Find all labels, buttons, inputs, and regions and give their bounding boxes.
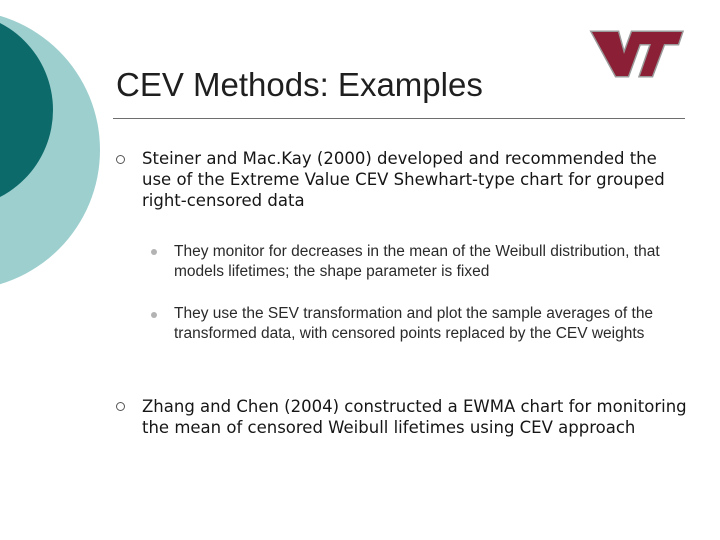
sub-bullet-text-1: They monitor for decreases in the mean of the Weibull distribution, that models lifetimes; the shape parameter is fixed: [174, 243, 660, 280]
sub-bullet-marker-1: [151, 249, 157, 255]
sub-bullet-marker-2: [151, 312, 157, 318]
bullet-text-2: Zhang and Chen (2004) constructed a EWMA chart for monitoring the mean of censored Weibull lifetimes using CEV approach: [142, 397, 687, 437]
title-divider: [113, 118, 685, 119]
bullet-text-1: Steiner and Mac.Kay (2000) developed and recommended the use of the Extreme Value CEV Shewhart-type chart for grouped right-censored data: [142, 149, 665, 210]
vt-logo-icon: [588, 26, 686, 82]
decorative-circles: [0, 0, 120, 300]
bullet-marker-1: [116, 155, 125, 164]
bullet-marker-2: [116, 402, 125, 411]
sub-bullet-text-2: They use the SEV transformation and plot the sample averages of the transformed data, with censored points replaced by the CEV weights: [174, 305, 654, 342]
slide-title: CEV Methods: Examples: [116, 66, 483, 103]
